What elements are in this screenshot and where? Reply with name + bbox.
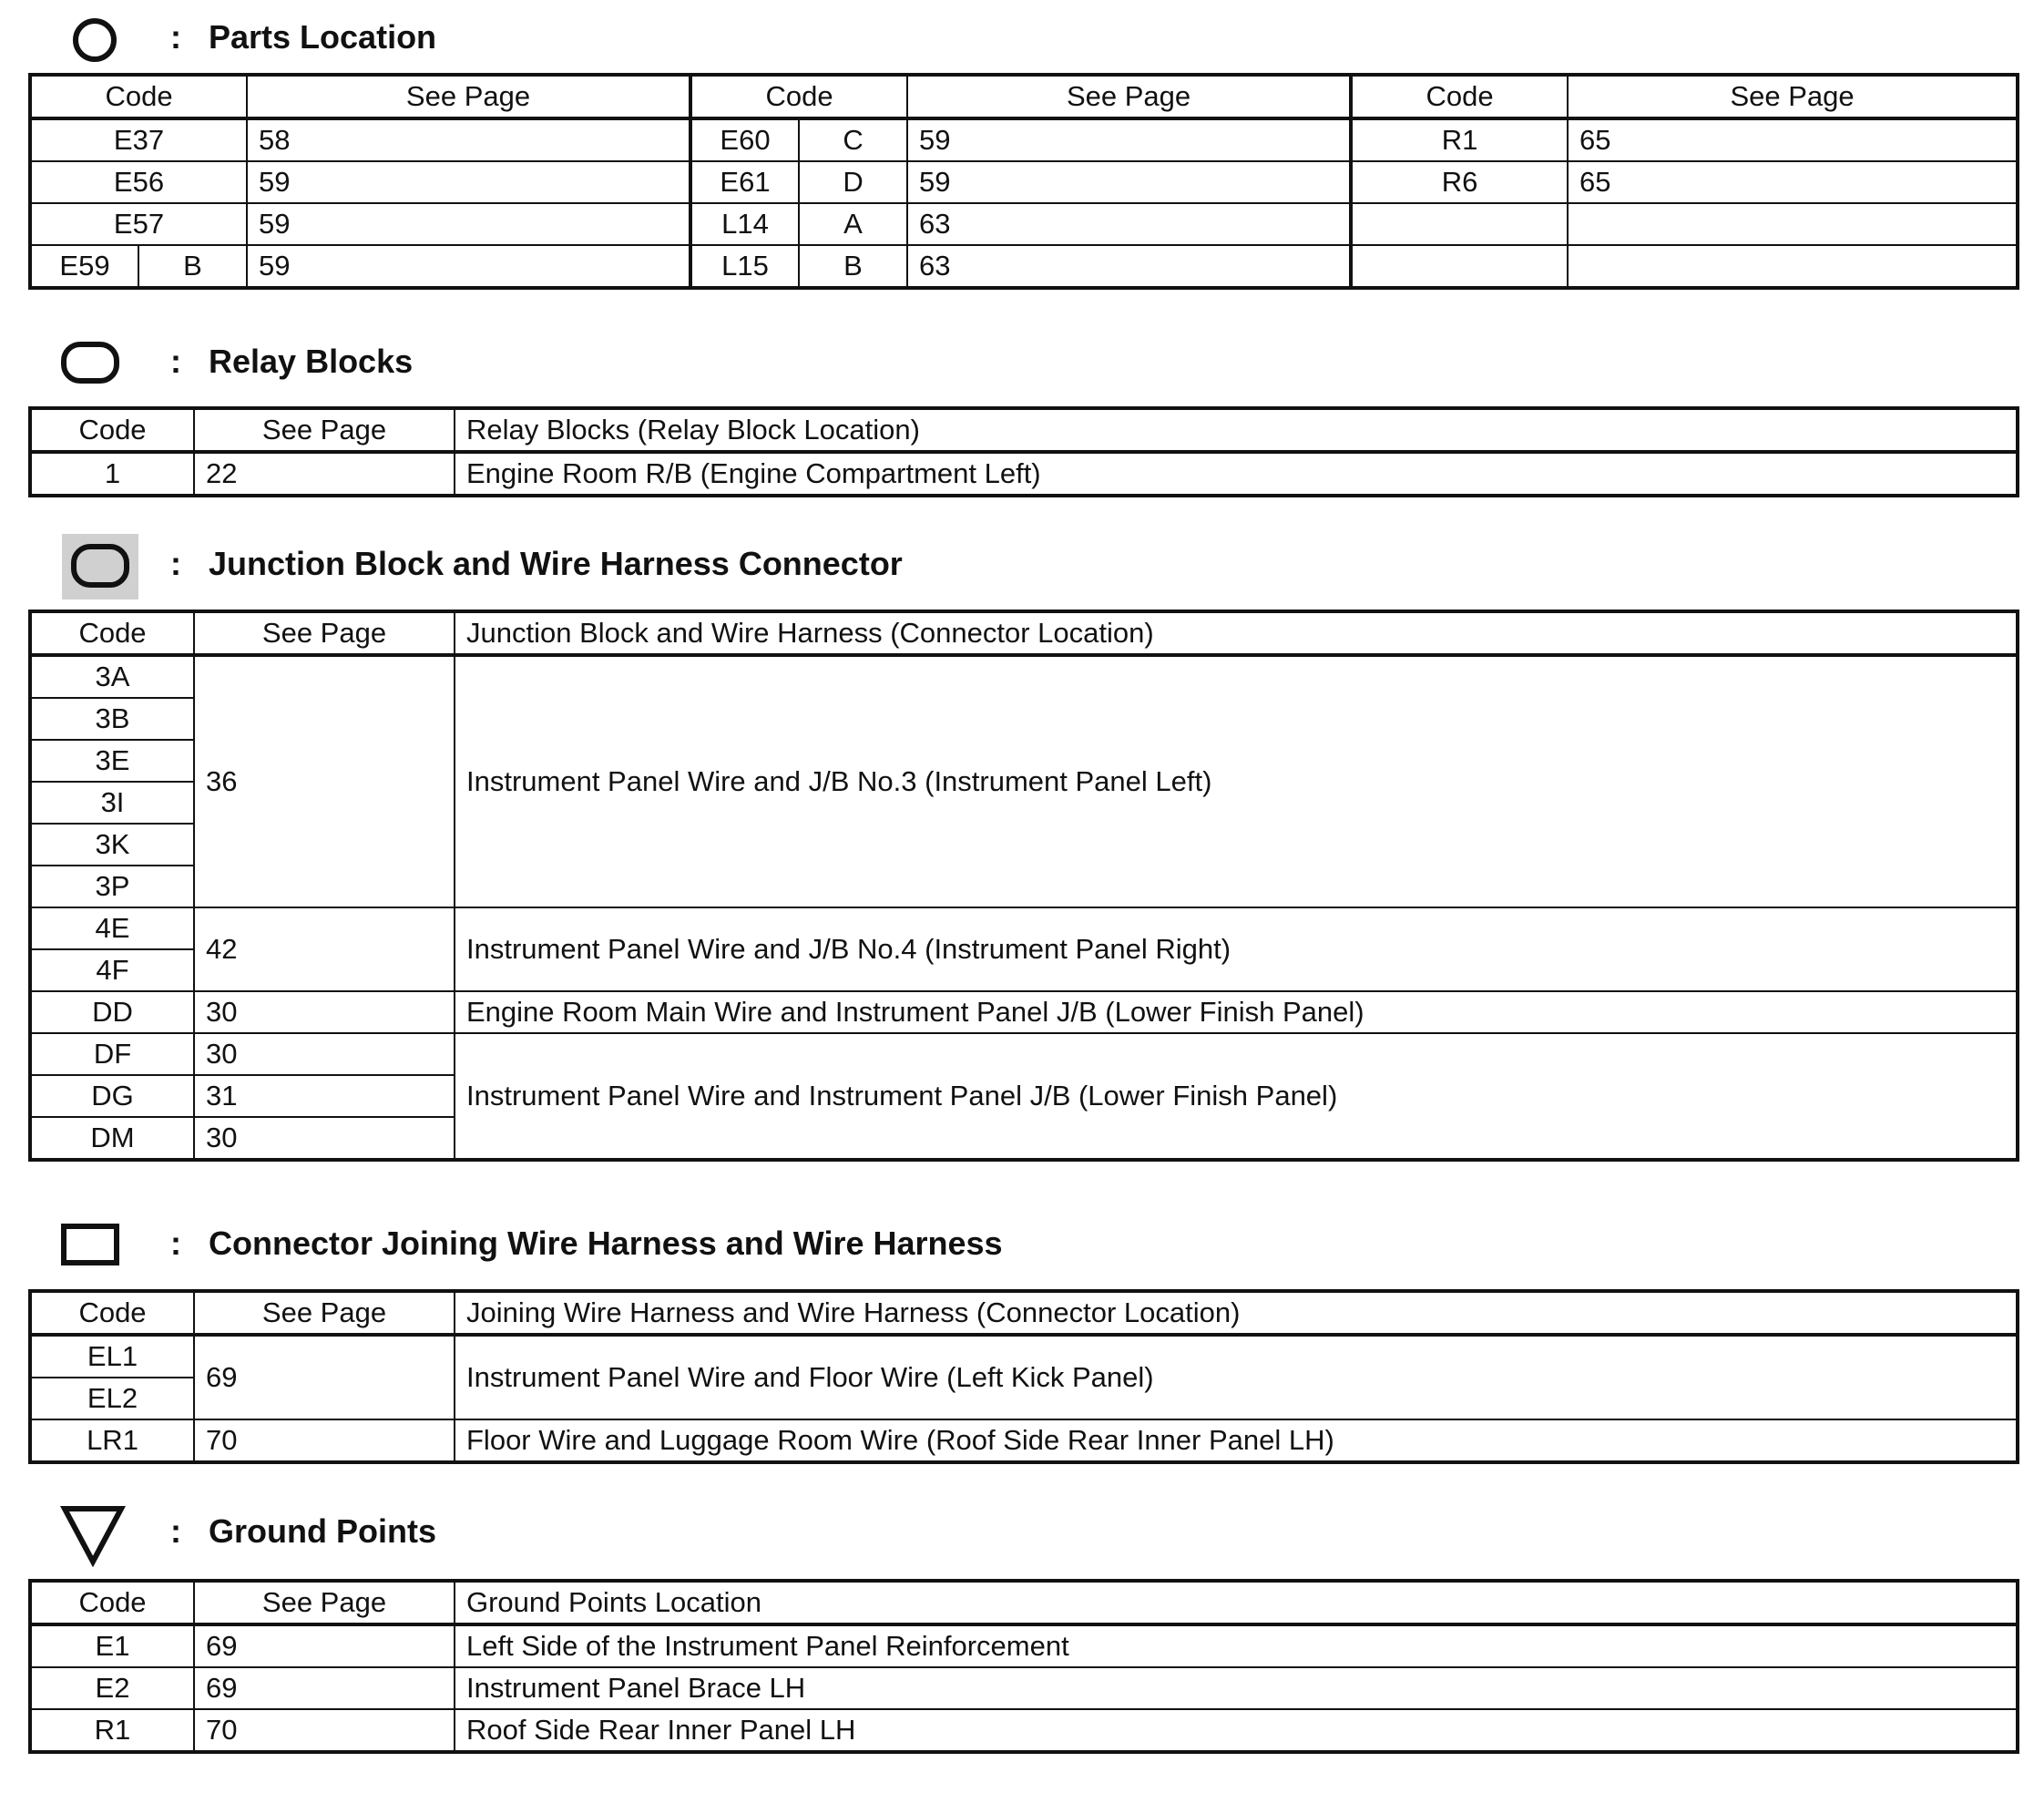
cell-page: 42 — [194, 907, 455, 991]
header-see-page: See Page — [907, 75, 1351, 118]
cell-code: E60 — [690, 118, 799, 161]
header-code: Code — [30, 1291, 194, 1335]
cell-description: Instrument Panel Brace LH — [455, 1667, 2018, 1709]
junction-block-table — [28, 610, 2019, 1162]
ground-points-header — [0, 1498, 2044, 1571]
cell-code: E37 — [30, 118, 247, 161]
cell-code: R1 — [1351, 118, 1568, 161]
parts-location-header — [0, 0, 2044, 73]
cell-page: 63 — [907, 245, 1351, 288]
table-row — [30, 907, 2018, 949]
cell-code: 3B — [30, 698, 194, 740]
cell-sub: B — [799, 245, 907, 288]
cell-description: Left Side of the Instrument Panel Reinforcement — [455, 1624, 2018, 1667]
cell-description: Roof Side Rear Inner Panel LH — [455, 1709, 2018, 1752]
header-code: Code — [30, 408, 194, 452]
table-row — [30, 1033, 2018, 1075]
table-header-row — [30, 1581, 2018, 1624]
cell-code: DD — [30, 991, 194, 1033]
header-code: Code — [1351, 75, 1568, 118]
cell-page — [1568, 245, 2018, 288]
cell-code: R6 — [1351, 161, 1568, 203]
cell-code: 4E — [30, 907, 194, 949]
table-row — [30, 161, 2018, 203]
header-description: Relay Blocks (Relay Block Location) — [455, 408, 2018, 452]
cell-code: L15 — [690, 245, 799, 288]
cell-code: 3P — [30, 866, 194, 907]
cell-code: EL1 — [30, 1335, 194, 1378]
cell-description: Instrument Panel Wire and Floor Wire (Left Kick Panel) — [455, 1335, 2018, 1419]
cell-code: EL2 — [30, 1378, 194, 1419]
section-colon: : — [170, 343, 181, 380]
table-row — [30, 655, 2018, 698]
cell-code: E57 — [30, 203, 247, 245]
cell-sub: D — [799, 161, 907, 203]
cell-page: 59 — [247, 161, 690, 203]
header-see-page: See Page — [1568, 75, 2018, 118]
cell-code: E59 — [30, 245, 138, 288]
table-header-row — [30, 611, 2018, 655]
cell-code: 3K — [30, 824, 194, 866]
table-header-row — [30, 75, 2018, 118]
header-code: Code — [30, 611, 194, 655]
table-row — [30, 991, 2018, 1033]
header-see-page: See Page — [194, 1291, 455, 1335]
cell-page: 31 — [194, 1075, 455, 1117]
cell-page: 30 — [194, 1117, 455, 1160]
cell-code: E1 — [30, 1624, 194, 1667]
connector-joining-table — [28, 1289, 2019, 1464]
header-description: Ground Points Location — [455, 1581, 2018, 1624]
junction-block-header — [0, 528, 2044, 601]
section-colon: : — [170, 1224, 181, 1262]
header-see-page: See Page — [247, 75, 690, 118]
section-title: Connector Joining Wire Harness and Wire Harness — [209, 1224, 1003, 1262]
cell-code: 4F — [30, 949, 194, 991]
section-colon: : — [170, 1512, 181, 1550]
header-code: Code — [30, 75, 247, 118]
table-row — [30, 118, 2018, 161]
section-colon: : — [170, 18, 181, 56]
cell-page: 65 — [1568, 161, 2018, 203]
cell-sub: B — [138, 245, 247, 288]
cell-page: 70 — [194, 1419, 455, 1462]
table-row — [30, 452, 2018, 496]
header-see-page: See Page — [194, 408, 455, 452]
cell-code: 3E — [30, 740, 194, 782]
header-code: Code — [30, 1581, 194, 1624]
cell-code: 3A — [30, 655, 194, 698]
header-code: Code — [690, 75, 907, 118]
cell-code: 3I — [30, 782, 194, 824]
header-see-page: See Page — [194, 611, 455, 655]
cell-sub: C — [799, 118, 907, 161]
shaded-rounded-rect-icon — [62, 534, 138, 599]
cell-code: DM — [30, 1117, 194, 1160]
table-row — [30, 245, 2018, 288]
cell-code — [1351, 203, 1568, 245]
cell-page: 36 — [194, 655, 455, 907]
cell-page: 69 — [194, 1667, 455, 1709]
cell-page: 69 — [194, 1624, 455, 1667]
table-row — [30, 1667, 2018, 1709]
cell-page: 30 — [194, 1033, 455, 1075]
cell-page: 59 — [247, 203, 690, 245]
header-see-page: See Page — [194, 1581, 455, 1624]
rounded-rect-icon — [60, 341, 120, 386]
cell-page: 22 — [194, 452, 455, 496]
cell-page: 63 — [907, 203, 1351, 245]
table-row — [30, 203, 2018, 245]
cell-code: LR1 — [30, 1419, 194, 1462]
cell-code: E61 — [690, 161, 799, 203]
header-description: Junction Block and Wire Harness (Connector Location) — [455, 611, 2018, 655]
table-row — [30, 1624, 2018, 1667]
section-title: Junction Block and Wire Harness Connector — [209, 545, 903, 582]
rectangle-icon — [60, 1223, 120, 1268]
cell-code: R1 — [30, 1709, 194, 1752]
cell-description: Instrument Panel Wire and J/B No.3 (Instrument Panel Left) — [455, 655, 2018, 907]
section-title: Parts Location — [209, 18, 437, 56]
header-description: Joining Wire Harness and Wire Harness (Connector Location) — [455, 1291, 2018, 1335]
cell-description: Instrument Panel Wire and J/B No.4 (Instrument Panel Right) — [455, 907, 2018, 991]
cell-code: E2 — [30, 1667, 194, 1709]
ground-points-table — [28, 1579, 2019, 1754]
cell-page: 59 — [907, 161, 1351, 203]
circle-icon — [71, 16, 118, 64]
cell-page: 59 — [247, 245, 690, 288]
cell-description: Engine Room R/B (Engine Compartment Left) — [455, 452, 2018, 496]
cell-page: 65 — [1568, 118, 2018, 161]
cell-description: Floor Wire and Luggage Room Wire (Roof Side Rear Inner Panel LH) — [455, 1419, 2018, 1462]
table-header-row — [30, 408, 2018, 452]
section-colon: : — [170, 545, 181, 582]
cell-description: Instrument Panel Wire and Instrument Panel J/B (Lower Finish Panel) — [455, 1033, 2018, 1160]
cell-code: DG — [30, 1075, 194, 1117]
section-title: Relay Blocks — [209, 343, 414, 380]
table-row — [30, 1419, 2018, 1462]
relay-blocks-table — [28, 406, 2019, 497]
cell-page: 69 — [194, 1335, 455, 1419]
cell-sub: A — [799, 203, 907, 245]
connector-joining-header — [0, 1208, 2044, 1281]
cell-code — [1351, 245, 1568, 288]
cell-code: E56 — [30, 161, 247, 203]
table-header-row — [30, 1291, 2018, 1335]
cell-code: DF — [30, 1033, 194, 1075]
cell-code: 1 — [30, 452, 194, 496]
table-row — [30, 1709, 2018, 1752]
cell-page: 30 — [194, 991, 455, 1033]
cell-page: 70 — [194, 1709, 455, 1752]
parts-location-table — [28, 73, 2019, 290]
triangle-down-icon — [60, 1503, 126, 1567]
table-row — [30, 1335, 2018, 1378]
relay-blocks-header — [0, 326, 2044, 399]
section-title: Ground Points — [209, 1512, 436, 1550]
cell-code: L14 — [690, 203, 799, 245]
cell-page: 58 — [247, 118, 690, 161]
cell-page: 59 — [907, 118, 1351, 161]
cell-page — [1568, 203, 2018, 245]
cell-description: Engine Room Main Wire and Instrument Panel J/B (Lower Finish Panel) — [455, 991, 2018, 1033]
